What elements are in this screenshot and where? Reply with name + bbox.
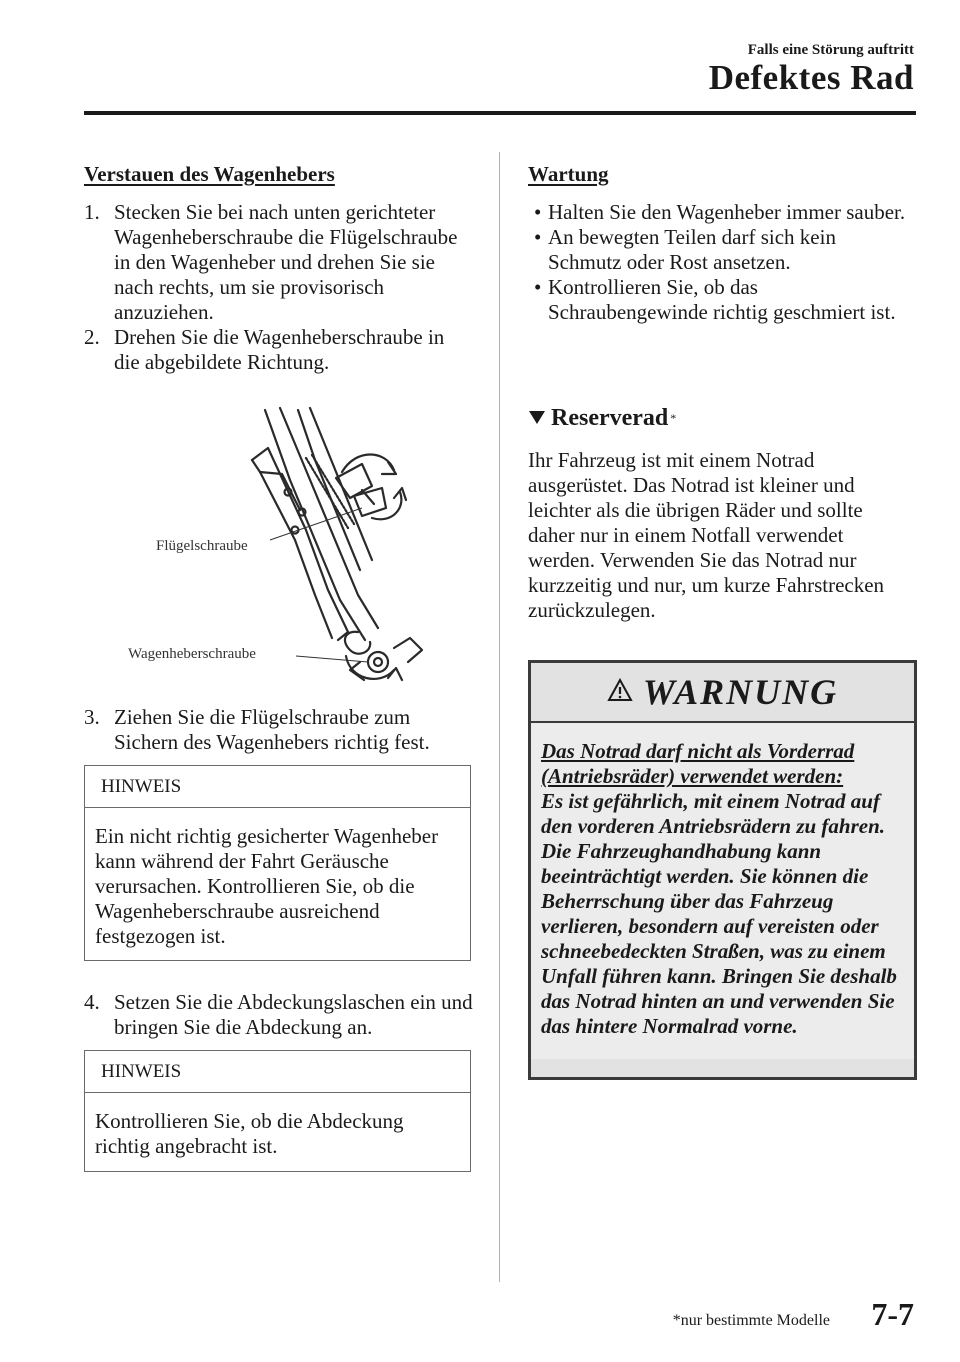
note-text: Ein nicht richtig gesicherter Wagenheber kann während der Fahrt Geräusche verursachen. Kontrollieren Sie, ob die Wagenheberschraube ausreichend festgezogen ist. xyxy=(95,824,439,948)
step-3 xyxy=(84,705,474,755)
jack-illustration xyxy=(110,400,450,695)
header-rule xyxy=(84,111,916,115)
note-heading: HINWEIS xyxy=(85,1051,470,1093)
warning-title: WARNUNG xyxy=(642,672,839,712)
warning-body xyxy=(531,723,914,1059)
spare-wheel-heading xyxy=(528,405,676,432)
list-item-text: An bewegten Teilen darf sich kein Schmutz oder Rost ansetzen. xyxy=(548,225,836,274)
maintenance-list xyxy=(528,200,908,325)
warning-lead: Das Notrad darf nicht als Vorderrad (Antriebsräder) verwendet werden: xyxy=(541,739,855,788)
warning-triangle-icon xyxy=(607,678,633,707)
step-text: Setzen Sie die Abdeckungslaschen ein und bringen Sie die Abdeckung an. xyxy=(114,990,473,1039)
step-number: 4. xyxy=(84,990,100,1014)
step-1 xyxy=(84,200,474,325)
bullet-icon: • xyxy=(534,275,542,299)
step-text: Stecken Sie bei nach unten gerichteter Wagenheberschraube die Flügelschraube in den Wagenheber und drehen Sie sie nach rechts, um sie provisorisch anzuziehen. xyxy=(114,200,458,324)
steps-list-b xyxy=(84,705,474,755)
label-wing-screw: Flügelschraube xyxy=(156,538,248,554)
bullet-icon: • xyxy=(534,200,542,224)
column-divider xyxy=(499,152,500,1282)
step-number: 1. xyxy=(84,200,100,224)
label-jack-screw: Wagenheberschraube xyxy=(128,646,256,662)
list-item xyxy=(528,200,908,225)
spare-wheel-text: Ihr Fahrzeug ist mit einem Notrad ausgerüstet. Das Notrad ist kleiner und leichter als die übrigen Räder und sollte daher nur in einem Notfall verwendet werden. Verwenden Sie das Notrad nur kurzzeitig und nur, um kurze Fahrstrecken zurückzulegen. xyxy=(528,448,885,622)
spare-wheel-title: Reserverad xyxy=(551,405,669,431)
step-text: Ziehen Sie die Flügelschraube zum Sichern des Wagenhebers richtig fest. xyxy=(114,705,430,754)
chapter-subtitle: Falls eine Störung auftritt xyxy=(747,42,914,58)
list-item-text: Kontrollieren Sie, ob das Schraubengewinde richtig geschmiert ist. xyxy=(548,275,896,324)
section-title-maintenance: Wartung xyxy=(528,162,609,186)
step-number: 2. xyxy=(84,325,100,349)
section-title-stowing: Verstauen des Wagenhebers xyxy=(84,162,335,186)
warning-box xyxy=(528,660,917,1080)
step-2 xyxy=(84,325,474,375)
note-text: Kontrollieren Sie, ob die Abdeckung richtig angebracht ist. xyxy=(95,1109,404,1158)
note-box-1 xyxy=(84,765,471,961)
list-item xyxy=(528,275,908,325)
bullet-icon: • xyxy=(534,225,542,249)
step-text: Drehen Sie die Wagenheberschraube in die abgebildete Richtung. xyxy=(114,325,445,374)
list-item-text: Halten Sie den Wagenheber immer sauber. xyxy=(548,200,906,224)
warning-header xyxy=(531,663,914,723)
step-number: 3. xyxy=(84,705,100,729)
note-heading: HINWEIS xyxy=(85,766,470,808)
steps-list-c xyxy=(84,990,474,1040)
warning-text: Es ist gefährlich, mit einem Notrad auf den vorderen Antriebsrädern zu fahren. Die Fahrzeughandhabung kann beeinträchtigt werden. Sie können die Beherrschung über das Fahrzeug verlieren, besondern auf vereisten oder schneebedeckten Straßen, was zu einem Unfall führen kann. Bringen Sie deshalb das Notrad hinten an und verwenden Sie das hintere Normalrad vorne. xyxy=(541,789,897,1038)
page-title: Defektes Rad xyxy=(708,58,914,97)
triangle-down-icon xyxy=(528,405,546,432)
footnote-marker: * xyxy=(670,411,677,425)
list-item xyxy=(528,225,908,275)
step-4 xyxy=(84,990,474,1040)
note-box-2 xyxy=(84,1050,471,1172)
page-number: 7-7 xyxy=(871,1296,914,1332)
steps-list-a xyxy=(84,200,474,375)
footnote: *nur bestimmte Modelle xyxy=(672,1312,830,1329)
